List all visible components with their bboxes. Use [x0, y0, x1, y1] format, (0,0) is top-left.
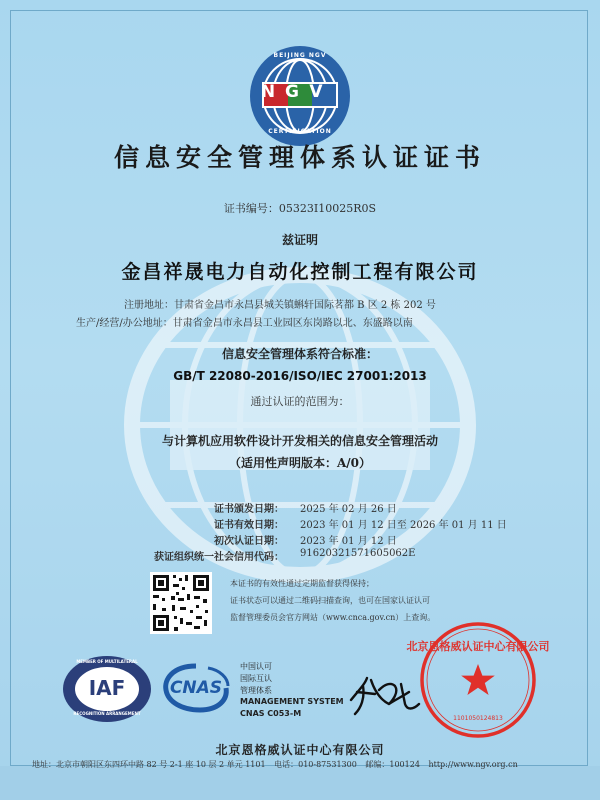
recognition-line-3: 管理体系	[240, 686, 272, 695]
note-cnca: 监督管理委员会官方网站（www.cnca.gov.cn）上查询。	[230, 613, 436, 622]
note-validity: 本证书的有效性通过定期监督获得保持；	[230, 579, 374, 588]
certificate-title: 信息安全管理体系认证证书	[113, 143, 486, 172]
standard-value: GB/T 22080-2016/ISO/IEC 27001:2013	[173, 369, 427, 383]
issue-date-label: 证书颁发日期：	[214, 504, 284, 515]
issuer-name: 北京恩格威认证中心有限公司	[215, 743, 385, 757]
footer-address: 地址：北京市朝阳区东四环中路 82 号 2-1 座 10 层 2 单元 1101	[32, 760, 266, 769]
initial-date-label: 初次认证日期：	[214, 536, 284, 547]
footer-band	[0, 766, 600, 800]
footer-phone: 电话：010-87531300	[274, 760, 357, 769]
note-qr-status: 证书状态可以通过二维码扫描查询，也可在国家认证认可	[230, 596, 430, 605]
credit-code-label: 获证组织统一社会信用代码：	[154, 552, 284, 563]
signature-icon	[345, 670, 423, 718]
recognition-line-5: CNAS C053-M	[240, 709, 302, 718]
logo-ring-top: BEIJING NGV	[273, 52, 327, 59]
iaf-logo-text: IAF	[88, 676, 126, 700]
office-address	[76, 314, 413, 329]
iaf-ring-bottom: RECOGNITION ARRANGEMENT	[73, 711, 141, 716]
footer-website[interactable]: http://www.ngv.org.cn	[428, 760, 518, 769]
certificate-number-label: 证书编号：	[223, 202, 279, 215]
recognition-line-4: MANAGEMENT SYSTEM	[240, 697, 344, 706]
validity-label: 证书有效日期：	[214, 520, 284, 531]
scope-label: 通过认证的范围为：	[250, 395, 350, 408]
official-seal-icon	[406, 620, 550, 740]
scope-text: 与计算机应用软件设计开发相关的信息安全管理活动	[161, 434, 438, 448]
svg-text:北京恩格威认证中心有限公司: 北京恩格威认证中心有限公司	[406, 640, 550, 653]
footer-info	[32, 759, 568, 770]
registered-address-value: 甘肃省金昌市永昌县城关镇蝌轩国际茗都 B 区 2 栋 202 号	[174, 300, 436, 311]
qr-code-icon[interactable]	[150, 572, 212, 634]
certify-label: 兹证明	[281, 233, 318, 247]
registered-address	[124, 296, 436, 311]
company-name: 金昌祥晟电力自动化控制工程有限公司	[121, 261, 479, 283]
recognition-line-2: 国际互认	[240, 674, 272, 683]
standard-label: 信息安全管理体系符合标准：	[221, 347, 378, 361]
footer-postcode: 邮编：100124	[365, 760, 420, 769]
logo-ring-bottom: CERTIFICATION	[268, 128, 332, 135]
svg-text:1101050124813: 1101050124813	[453, 715, 503, 722]
validity-value: 2023 年 01 月 12 日至 2026 年 01 月 11 日	[300, 520, 507, 531]
credit-code-value: 91620321571605062E	[300, 548, 416, 559]
iaf-ring-top: MEMBER OF MULTILATERAL	[76, 659, 138, 664]
issue-date-value: 2025 年 02 月 26 日	[300, 504, 397, 515]
certificate-number	[0, 200, 600, 216]
cnas-logo-text: CNAS	[169, 678, 223, 698]
registered-address-label: 注册地址：	[124, 300, 174, 311]
office-address-value: 甘肃省金昌市永昌县工业园区东岗路以北、东盛路以南	[172, 318, 413, 329]
recognition-line-1: 中国认可	[240, 662, 272, 671]
scope-note: （适用性声明版本：A/0）	[228, 456, 372, 470]
logo-letter-n: N	[260, 82, 276, 102]
logo-letter-v: V	[309, 82, 323, 102]
logo-letter-g: G	[285, 82, 299, 102]
initial-date-value: 2023 年 01 月 12 日	[300, 536, 397, 547]
office-address-label: 生产/经营/办公地址：	[76, 318, 173, 329]
certificate-number-value: 05323I10025R0S	[278, 202, 377, 215]
